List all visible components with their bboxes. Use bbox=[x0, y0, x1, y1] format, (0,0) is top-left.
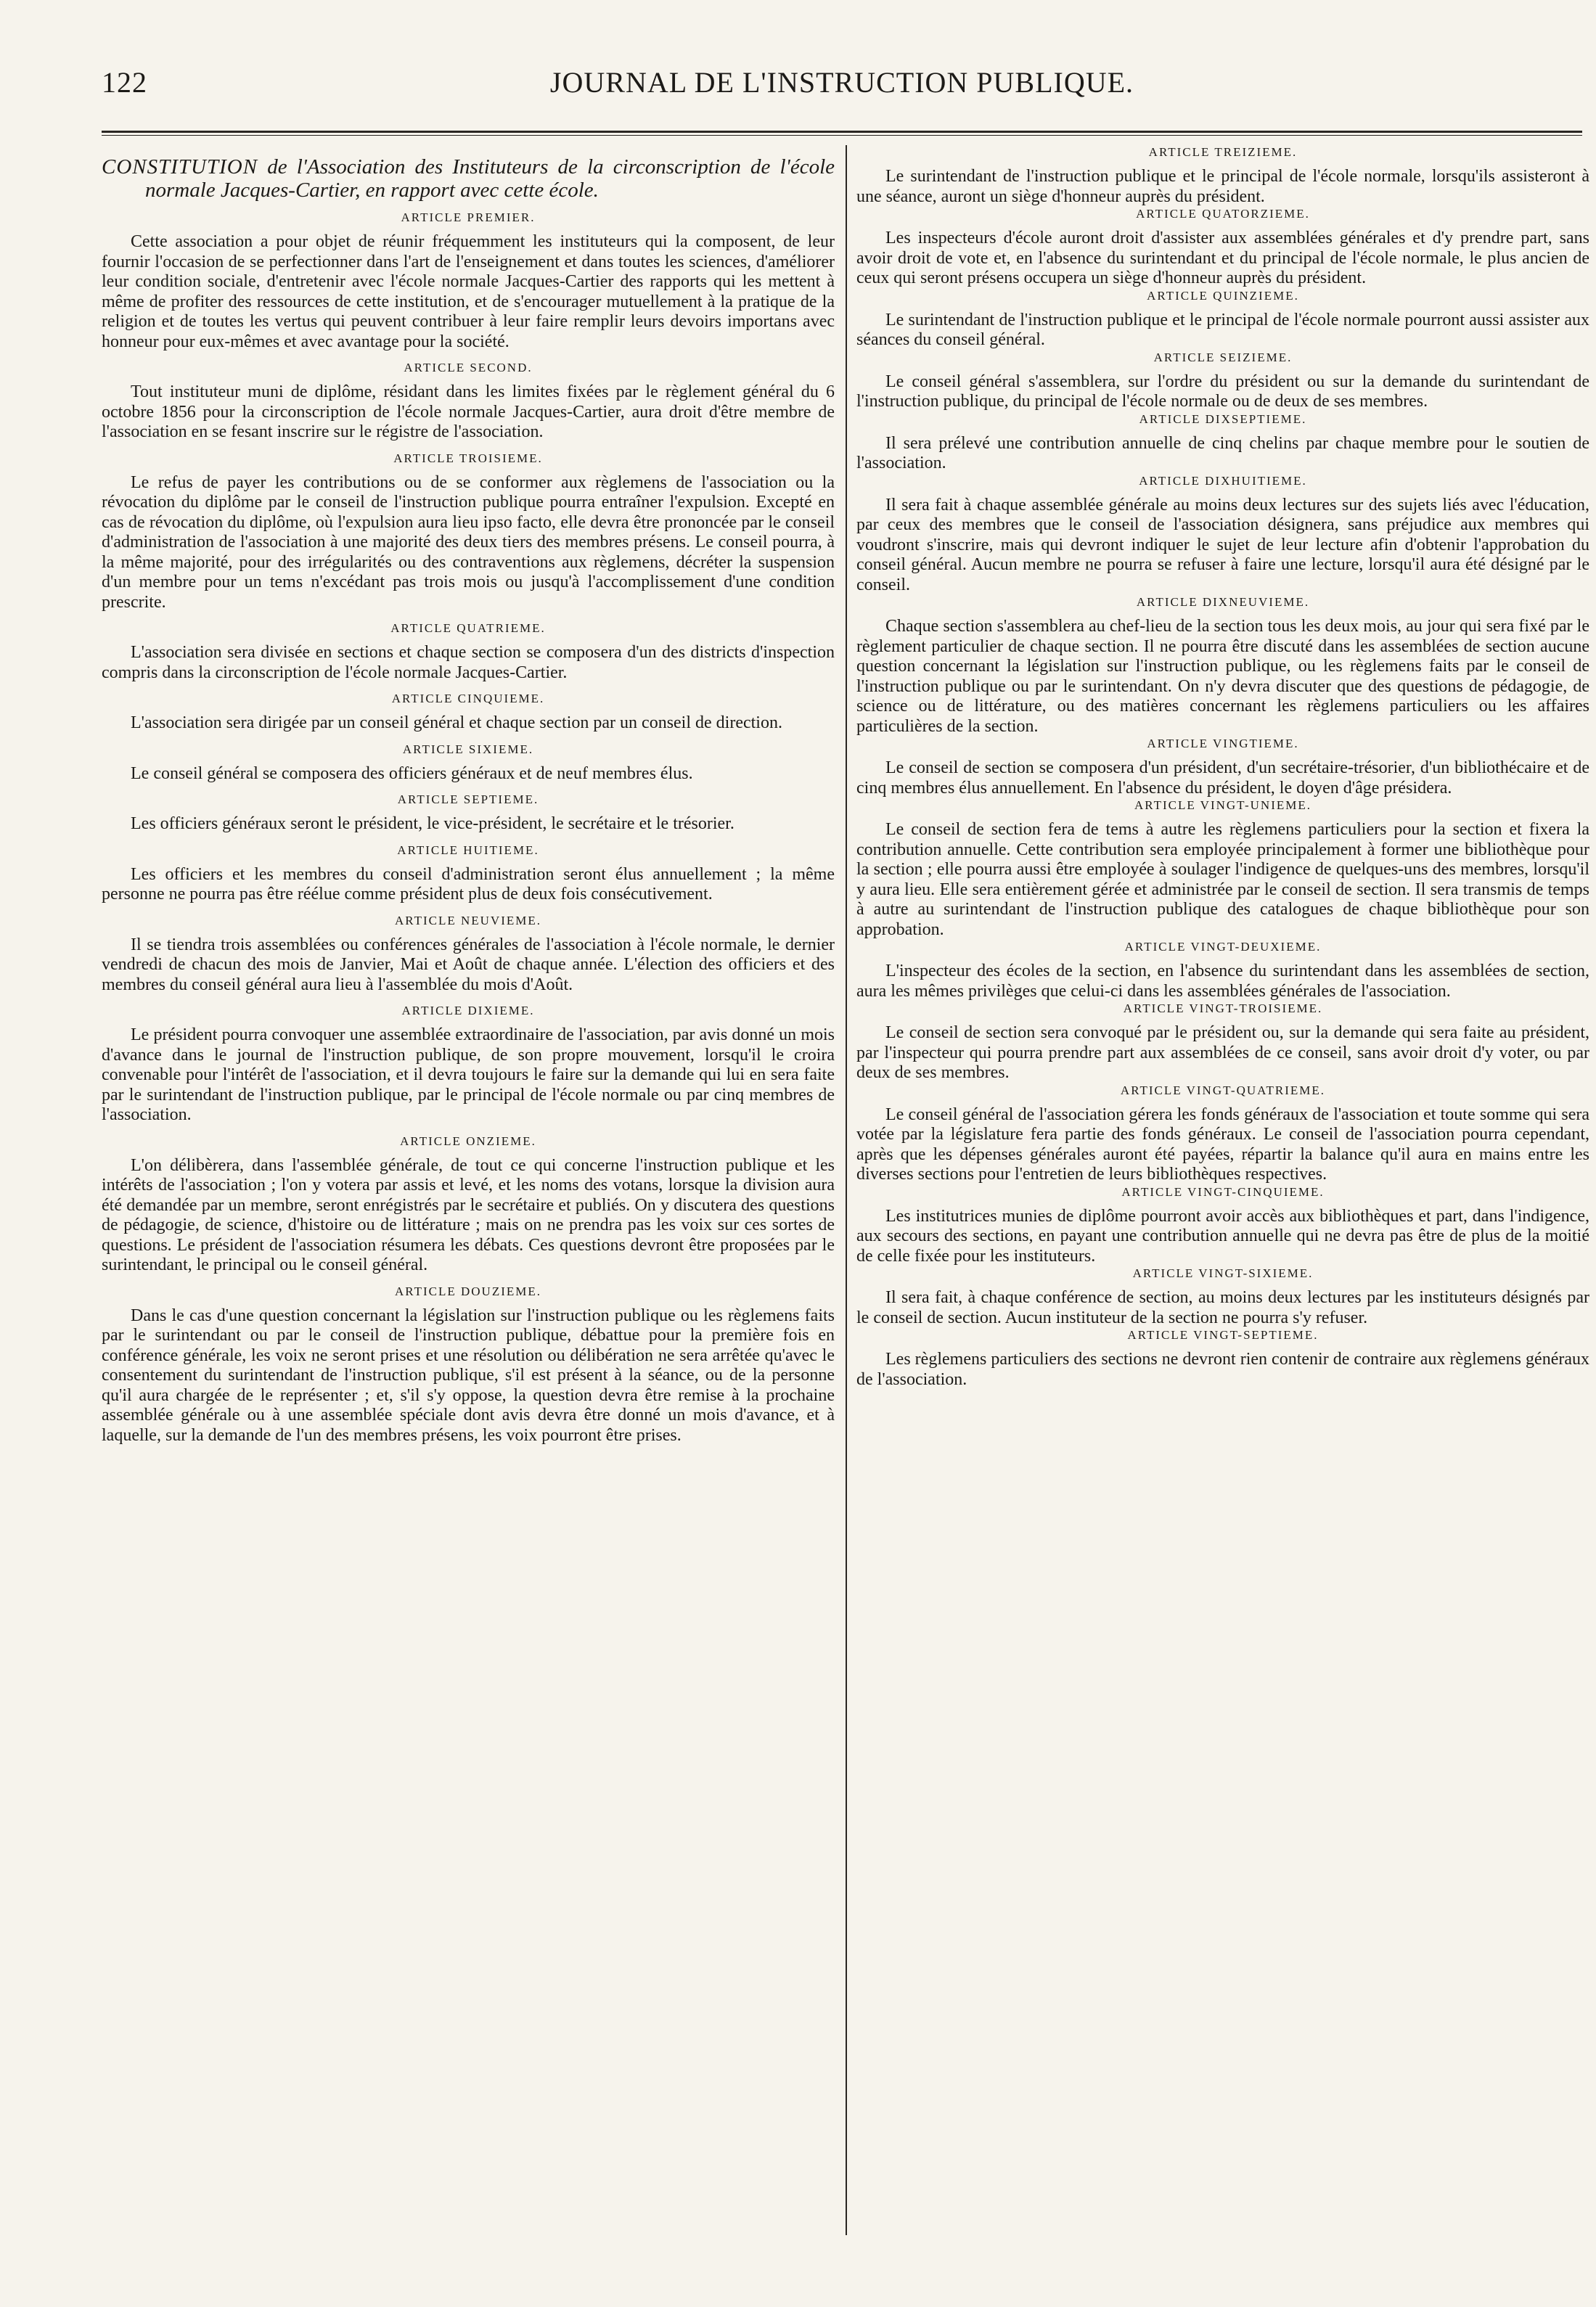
article-title: ARTICLE DIXNEUVIEME. bbox=[1136, 595, 1310, 609]
article-title: ARTICLE VINGT-QUATRIEME. bbox=[1120, 1083, 1326, 1097]
article-section bbox=[856, 940, 1589, 1001]
article-text: Dans le cas d'une question concernant la législation sur l'instruction publique ou les règlemens faits par le surintendant ou par le conseil de l'instruction publique, débattue pour la première fois en conférence générale, les voix ne seront prises et une résolution ou délibération ne sera arrêtée qu'avec le consentement du surintendant de l'instruction publique, s'il est présent à la séance, ou de la personne qu'il aura chargée de le représenter ; et, s'il s'y oppose, la question devra être remise à la prochaine assemblée générale ou à une assemblée spéciale dont avis devra être donné un mois d'avance, et à laquelle, sur la demande de l'un des membres présens, les voix pourront être prises. bbox=[102, 1306, 835, 1445]
article-section bbox=[856, 474, 1589, 596]
article-section bbox=[856, 1083, 1589, 1185]
article-title: ARTICLE VINGT-SEPTIEME. bbox=[1127, 1328, 1319, 1342]
article-section bbox=[856, 737, 1589, 798]
article-columns bbox=[102, 145, 1589, 2235]
article-text: Il sera prélevé une contribution annuelle de cinq chelins par chaque membre pour le soutien de l'association. bbox=[856, 433, 1589, 472]
article-title: ARTICLE CINQUIEME. bbox=[391, 692, 545, 705]
article-text: L'association sera dirigée par un conseil général et chaque section par un conseil de direction. bbox=[131, 713, 782, 732]
header-rule-thin bbox=[102, 135, 1582, 136]
article-section bbox=[102, 1134, 835, 1276]
article-text: Le conseil général de l'association gérera les fonds généraux de l'association et toute somme qui sera votée par la législature fera partie des fonds généraux. Le conseil de l'association pourra cependant, après que les dépenses générales auront été payées, répartir la balance qu'il aura en mains entre les diverses sections pour l'entretien de leurs bibliothèques respectives. bbox=[856, 1105, 1589, 1184]
article-section bbox=[102, 914, 835, 996]
article-section bbox=[102, 621, 835, 683]
left-column bbox=[102, 145, 835, 2235]
article-section bbox=[856, 1328, 1589, 1390]
article-section bbox=[102, 843, 835, 905]
journal-title: JOURNAL DE L'INSTRUCTION PUBLIQUE. bbox=[549, 66, 1134, 99]
article-title: ARTICLE SIXIEME. bbox=[402, 742, 534, 756]
article-section bbox=[102, 742, 835, 784]
article-text: Cette association a pour objet de réunir fréquemment les instituteurs qui la composent, de leur fournir l'occasion de se perfectionner dans l'art de l'enseignement et dans toutes les sciences, d'améliorer leur condition sociale, d'entretenir avec l'école normale Jacques-Cartier des rapports qui les mettent à même de profiter des ressources de cette institution, et de s'encourager mutuellement à la pratique de la religion et de toutes les vertus qui peuvent contribuer à leur faire remplir leurs devoirs importans avec honneur pour eux-mêmes et avec avantage pour la société. bbox=[102, 232, 835, 351]
article-title: ARTICLE NEUVIEME. bbox=[394, 913, 541, 927]
article-section bbox=[856, 145, 1589, 207]
article-section bbox=[856, 351, 1589, 412]
page-number: 122 bbox=[102, 66, 147, 99]
article-text: Le conseil général s'assemblera, sur l'ordre du président ou sur la demande du surintendant de l'instruction publique, du principal de l'école normale ou de deux de ses membres. bbox=[856, 372, 1589, 411]
article-section bbox=[856, 1001, 1589, 1083]
article-text: Le conseil de section se composera d'un président, d'un secrétaire-trésorier, d'un bibliothécaire et de cinq membres élus annuellement. En l'absence du président, le doyen d'âge présidera. bbox=[856, 758, 1589, 798]
article-title: ARTICLE VINGT-UNIEME. bbox=[1134, 798, 1312, 812]
article-text: Le conseil de section sera convoqué par le président ou, sur la demande qui sera faite au président, par l'inspecteur qui pourra prendre part aux assemblées de ce conseil, sans avoir droit d'y voter, ou par deux de ses membres. bbox=[856, 1023, 1589, 1082]
article-title: ARTICLE TREIZIEME. bbox=[1148, 145, 1298, 159]
article-text: Les officiers généraux seront le président, le vice-président, le secrétaire et le trésorier. bbox=[131, 814, 734, 833]
article-text: Le président pourra convoquer une assemblée extraordinaire de l'association, par avis donné un mois d'avance dans le journal de l'instruction publique, de son propre mouvement, lorsqu'il le croira convenable pour l'intérêt de l'association, et il devra toujours le faire sur la demande qui lui en sera faite par le surintendant de l'instruction publique, par le principal de l'école normale ou par cinq membres de l'association. bbox=[102, 1025, 835, 1124]
article-section bbox=[856, 289, 1589, 351]
article-section bbox=[102, 361, 835, 443]
column-divider bbox=[846, 145, 847, 2235]
article-section bbox=[102, 1284, 835, 1446]
article-section bbox=[102, 1004, 835, 1126]
article-text: Chaque section s'assemblera au chef-lieu de la section tous les deux mois, au jour qui sera fixé par le règlement particulier de chaque section. Il ne pourra être discuté dans les assemblées de section aucune question concernant la législation sur l'instruction publique, ou les règlemens faits par le conseil de l'instruction publique ou par le surintendant. On n'y devra discuter que des questions de pédagogie, de science ou de littérature, ou des matières concernant les règlemens particuliers ou les affaires particulières de la section. bbox=[856, 617, 1589, 736]
document-heading bbox=[102, 155, 835, 202]
article-section bbox=[856, 1185, 1589, 1267]
article-title: ARTICLE DIXIEME. bbox=[401, 1004, 535, 1017]
article-title: ARTICLE VINGTIEME. bbox=[1147, 737, 1299, 750]
article-text: L'on délibèrera, dans l'assemblée générale, de tout ce qui concerne l'instruction publique et les intérêts de l'association ; l'on y votera par assis et levé, et les noms des votans, lorsque la division aura été demandée par un membre, seront enrégistrés par le secrétaire et publiés. On y discutera des questions de pédagogie, de science, d'histoire ou de littérature ; mais on ne prendra pas les voix sur ces sortes de questions. Le président de l'association résumera les débats. Ces questions devront être proposées par le surintendant, le principal ou le conseil général. bbox=[102, 1155, 835, 1274]
article-section bbox=[856, 595, 1589, 737]
article-title: ARTICLE ONZIEME. bbox=[400, 1134, 536, 1148]
article-title: ARTICLE DIXHUITIEME. bbox=[1139, 473, 1307, 488]
right-column bbox=[856, 145, 1589, 2235]
article-section bbox=[856, 207, 1589, 289]
article-title: ARTICLE SECOND. bbox=[404, 361, 533, 374]
article-title: ARTICLE HUITIEME. bbox=[397, 843, 539, 857]
article-section bbox=[102, 451, 835, 613]
article-section bbox=[102, 210, 835, 352]
document-heading-rest: de l'Association des Instituteurs de la circonscription de l'école normale Jacques-Cartier, en rapport avec cette école. bbox=[145, 155, 835, 202]
article-section bbox=[102, 792, 835, 835]
article-text: Les inspecteurs d'école auront droit d'assister aux assemblées générales et d'y prendre part, sans avoir droit de vote et, en l'absence du surintendant et du principal de l'école normale, le plus ancien de ceux qui seront présens occupera un siège d'honneur auprès du président. bbox=[856, 229, 1589, 287]
article-text: Il se tiendra trois assemblées ou conférences générales de l'association à l'école normale, le dernier vendredi de chacun des mois de Janvier, Mai et Août de chaque année. L'élection des officiers et des membres du conseil général aura lieu à l'assemblée du mois d'Août. bbox=[102, 935, 835, 994]
article-text: Tout instituteur muni de diplôme, résidant dans les limites fixées par le règlement général du 6 octobre 1856 pour la circonscription de l'école normale Jacques-Cartier, aura droit d'être membre de l'association en se fesant inscrire sur le régistre de l'association. bbox=[102, 382, 835, 441]
article-title: ARTICLE DOUZIEME. bbox=[394, 1284, 541, 1298]
article-title: ARTICLE QUINZIEME. bbox=[1147, 288, 1299, 303]
article-title: ARTICLE VINGT-TROISIEME. bbox=[1123, 1001, 1323, 1015]
article-text: Le surintendant de l'instruction publique et le principal de l'école normale, lorsqu'ils assisteront à une séance, auront un siège d'honneur auprès du président. bbox=[856, 167, 1589, 206]
article-title: ARTICLE VINGT-SIXIEME. bbox=[1132, 1266, 1314, 1280]
article-title: ARTICLE SEPTIEME. bbox=[397, 792, 539, 806]
article-section bbox=[102, 692, 835, 734]
article-section bbox=[856, 412, 1589, 474]
article-text: Le refus de payer les contributions ou de se conformer aux règlemens de l'association ou la révocation du diplôme par le conseil de l'instruction publique pourra entraîner l'expulsion. Excepté en cas de révocation du diplôme, où l'expulsion aura lieu ipso facto, elle devra être prononcée par le conseil d'administration de l'association à une majorité des deux tiers des membres présens. Le conseil pourra, à la même majorité, pour des irrégularités ou des contraventions aux règlemens, décréter la suspension d'un membre pour un tems n'excédant pas trois mois ou jusqu'à l'accomplissement d'une condition prescrite. bbox=[102, 472, 835, 612]
article-title: ARTICLE TROISIEME. bbox=[393, 451, 543, 465]
article-text: Les institutrices munies de diplôme pourront avoir accès aux bibliothèques et part, dans l'indigence, aux secours des sections, en payant une contribution annuelle qui ne devra pas être de plus de la moitié de celle fixée pour les instituteurs. bbox=[856, 1206, 1589, 1266]
article-title: ARTICLE VINGT-DEUXIEME. bbox=[1124, 940, 1322, 954]
article-text: Il sera fait à chaque assemblée générale au moins deux lectures sur des sujets liés avec l'éducation, par ceux des membres que le conseil de l'association désignera, sans préjudice aux membres qui voudront s'inscrire, mais qui devront indiquer le sujet de leur lecture afin d'obtenir l'approbation du conseil général. Aucun membre ne pourra se refuser à faire une lecture, lorsqu'il aura été désigné par le conseil. bbox=[856, 495, 1589, 594]
article-section bbox=[856, 798, 1589, 940]
article-text: Les officiers et les membres du conseil d'administration seront élus annuellement ; la même personne ne pourra pas être réélue comme président plus de deux fois consécutivement. bbox=[102, 864, 835, 903]
article-title: ARTICLE QUATORZIEME. bbox=[1136, 207, 1310, 221]
article-text: Les règlemens particuliers des sections ne devront rien contenir de contraire aux règlemens généraux de l'association. bbox=[856, 1350, 1589, 1389]
article-title: ARTICLE QUATRIEME. bbox=[390, 621, 546, 635]
article-title: ARTICLE VINGT-CINQUIEME. bbox=[1121, 1184, 1325, 1199]
header-rule bbox=[102, 131, 1582, 133]
article-text: L'association sera divisée en sections et chaque section se composera d'un des districts d'inspection compris dans la circonscription de l'école normale Jacques-Cartier. bbox=[102, 643, 835, 682]
article-title: ARTICLE PREMIER. bbox=[401, 210, 536, 224]
article-section bbox=[856, 1266, 1589, 1328]
page-header bbox=[102, 65, 1582, 109]
article-title: ARTICLE SEIZIEME. bbox=[1153, 350, 1293, 364]
article-text: Le conseil de section fera de tems à autre les règlemens particuliers pour la section et fixera la contribution annuelle. Cette contribution sera employée principalement à former une bibliothèque pour la section ; elle pourra aussi être employée à soulager l'indigence de quelques-uns des membres, lorsqu'il y aura lieu. Elle sera entièrement gérée et administrée par le conseil de section. Il sera transmis de temps à autre au surintendant de l'instruction publique des catalogues de chaque bibliothèque pour son approbation. bbox=[856, 820, 1589, 939]
article-title: ARTICLE DIXSEPTIEME. bbox=[1139, 411, 1307, 426]
article-text: Il sera fait, à chaque conférence de section, au moins deux lectures par les instituteurs désignés par le conseil de section. Aucun instituteur de la section ne pourra s'y refuser. bbox=[856, 1288, 1589, 1327]
article-text: Le conseil général se composera des officiers généraux et de neuf membres élus. bbox=[131, 763, 693, 783]
article-text: Le surintendant de l'instruction publique et le principal de l'école normale pourront aussi assister aux séances du conseil général. bbox=[856, 310, 1589, 349]
document-heading-lead: CONSTITUTION bbox=[102, 155, 258, 179]
article-text: L'inspecteur des écoles de la section, en l'absence du surintendant dans les assemblées de section, aura les mêmes privilèges que celui-ci dans les assemblées générales de l'association. bbox=[856, 962, 1589, 1001]
